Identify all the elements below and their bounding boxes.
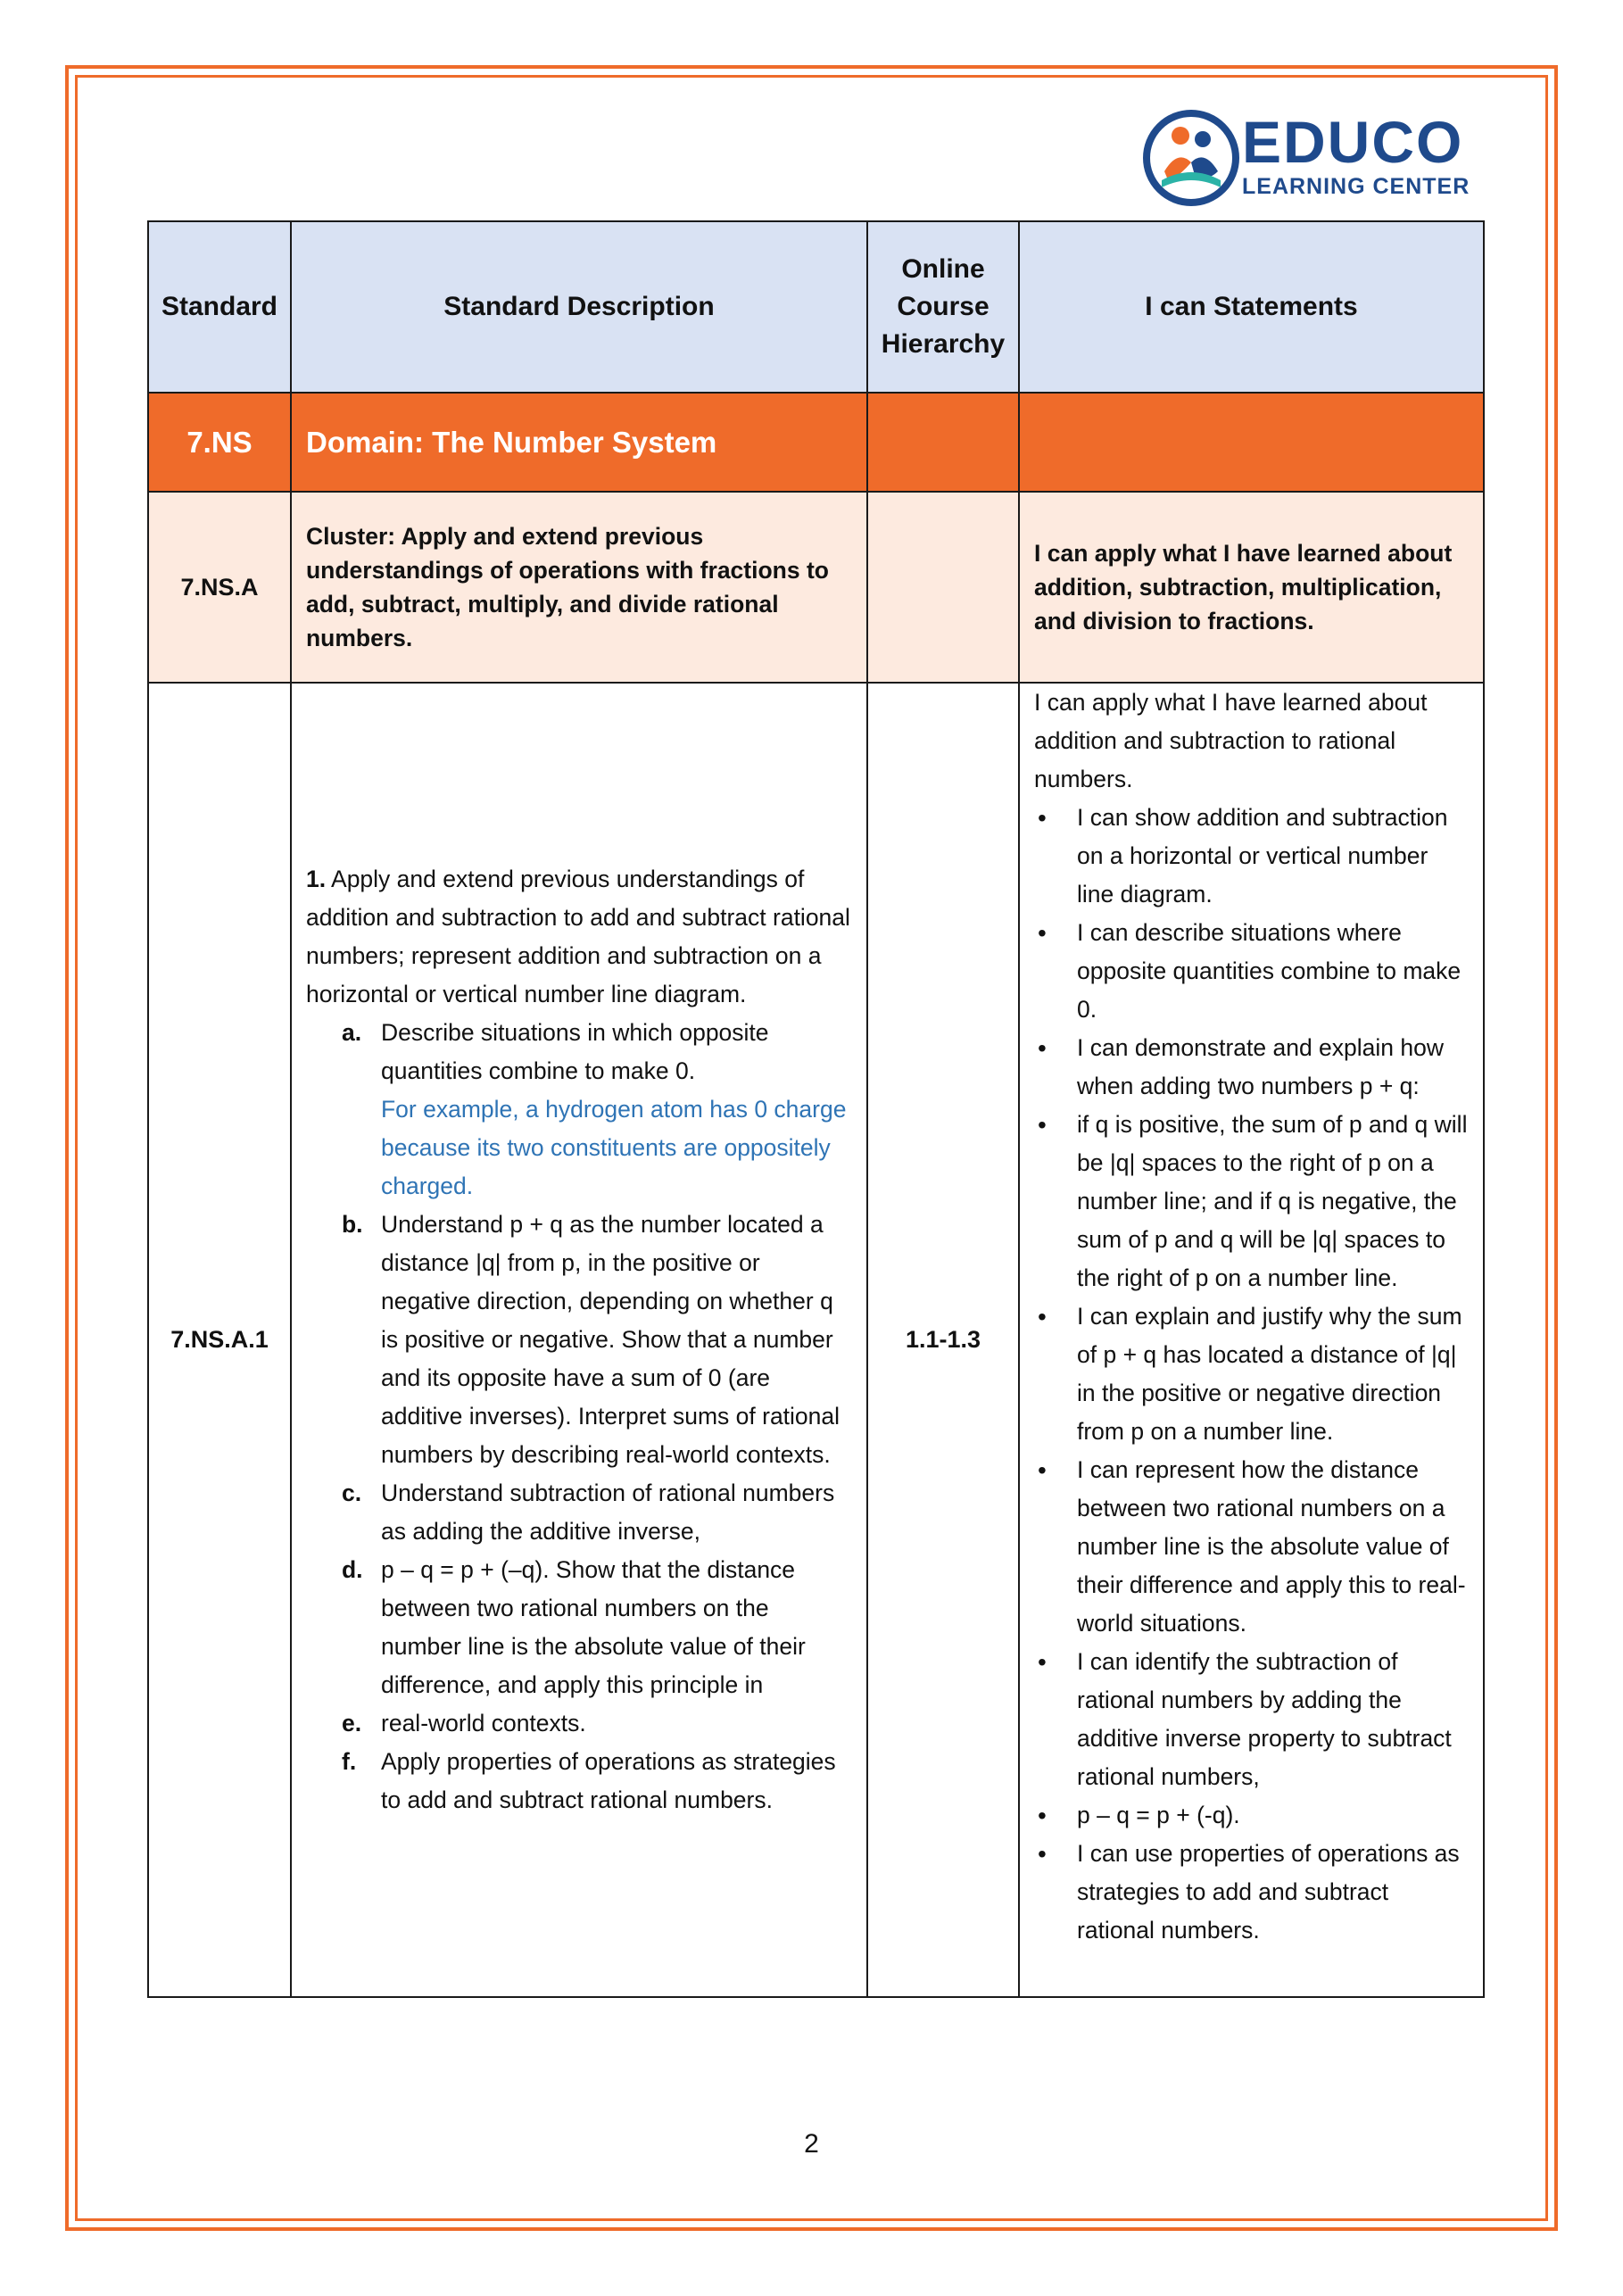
list-item-text: Describe situations in which opposite quantities combine to make 0. (381, 1019, 769, 1084)
bullet-item: • if q is positive, the sum of p and q will be |q| spaces to the right of p on a number line; and if q is negative, the sum of p and q will be |q| spaces to the right of p on a number line. (1034, 1106, 1470, 1297)
bullet-item: • I can explain and justify why the sum of p + q has located a distance of |q| in the positive or negative direction from p on a number line. (1034, 1297, 1470, 1451)
page-number: 2 (804, 2129, 819, 2159)
list-item (306, 1551, 852, 1704)
cluster-hierarchy-cell (867, 492, 1019, 683)
bullet-item: • I can describe situations where opposite quantities combine to make 0. (1034, 914, 1470, 1029)
domain-code: 7.NS (148, 393, 291, 492)
bullet-item: • I can show addition and subtraction on a horizontal or vertical number line diagram. (1034, 799, 1470, 914)
standard-number: 1. (306, 866, 327, 892)
cluster-ican: I can apply what I have learned about addition, subtraction, multiplication, and division to fractions. (1019, 492, 1484, 683)
table-header-row (148, 221, 1484, 393)
bullet-item: • I can demonstrate and explain how when adding two numbers p + q: (1034, 1029, 1470, 1106)
standard-description (291, 683, 867, 1997)
standard-code: 7.NS.A.1 (148, 683, 291, 1997)
list-item-text: Apply properties of operations as strategies to add and subtract rational numbers. (381, 1748, 836, 1813)
header-ican: I can Statements (1019, 221, 1484, 393)
list-item (306, 1474, 852, 1551)
standards-table (147, 220, 1485, 1998)
list-item (306, 1704, 852, 1743)
list-item (306, 1743, 852, 1819)
cluster-code: 7.NS.A (148, 492, 291, 683)
list-marker: b. (342, 1211, 363, 1238)
header-hierarchy: Online Course Hierarchy (867, 221, 1019, 393)
standard-row (148, 683, 1484, 1997)
standard-intro-text: Apply and extend previous understandings of addition and subtraction to add and subtract rational numbers; represent addition and subtraction on a horizontal or vertical number line diagram. (306, 866, 850, 1007)
header-standard: Standard (148, 221, 291, 393)
domain-hierarchy-cell (867, 393, 1019, 492)
standard-intro (306, 860, 852, 1014)
standard-ican (1019, 683, 1484, 1997)
bullet-item: • I can identify the subtraction of rational numbers by adding the additive inverse property to subtract rational numbers, (1034, 1643, 1470, 1796)
list-item-text: real-world contexts. (381, 1710, 586, 1737)
ican-intro: I can apply what I have learned about addition and subtraction to rational numbers. (1034, 689, 1428, 792)
educo-emblem-icon (1142, 109, 1240, 207)
list-marker: c. (342, 1480, 362, 1506)
header-description: Standard Description (291, 221, 867, 393)
list-marker: f. (342, 1748, 357, 1775)
cluster-description: Cluster: Apply and extend previous understandings of operations with fractions to add, subtract, multiply, and divide rational numbers. (291, 492, 867, 683)
domain-row (148, 393, 1484, 492)
list-marker: e. (342, 1710, 362, 1737)
domain-title: Domain: The Number System (291, 393, 867, 492)
logo-wordmark (1242, 109, 1470, 200)
list-item-text: Understand subtraction of rational numbers as adding the additive inverse, (381, 1480, 835, 1545)
example-text: For example, a hydrogen atom has 0 charge because its two constituents are oppositely charged. (381, 1096, 847, 1199)
list-item (306, 1014, 852, 1206)
standard-hierarchy: 1.1-1.3 (867, 683, 1019, 1997)
list-item (306, 1206, 852, 1474)
domain-ican-cell (1019, 393, 1484, 492)
bullet-item: • I can represent how the distance between two rational numbers on a number line is the absolute value of their difference and apply this to real-world situations. (1034, 1451, 1470, 1643)
educo-logo (1142, 105, 1472, 211)
logo-subtitle: LEARNING CENTER (1242, 174, 1470, 199)
list-item-text: Understand p + q as the number located a distance |q| from p, in the positive or negative direction, depending on whether q is positive or negative. Show that a number and its opposite have a sum of 0 (are additive inverses). Interpret sums of rational numbers by describing real-world contexts. (381, 1211, 840, 1468)
standard-subitems (306, 1014, 852, 1819)
list-marker: d. (342, 1556, 363, 1583)
list-item-text: p – q = p + (–q). Show that the distance between two rational numbers on the number line is the absolute value of their difference, and apply this principle in (381, 1556, 806, 1698)
bullet-item: • p – q = p + (-q). (1034, 1796, 1470, 1835)
list-marker: a. (342, 1019, 362, 1046)
cluster-row (148, 492, 1484, 683)
logo-brand: EDUCO (1242, 109, 1464, 175)
ican-bullets (1034, 799, 1470, 1950)
bullet-item: • I can use properties of operations as strategies to add and subtract rational numbers. (1034, 1835, 1470, 1950)
